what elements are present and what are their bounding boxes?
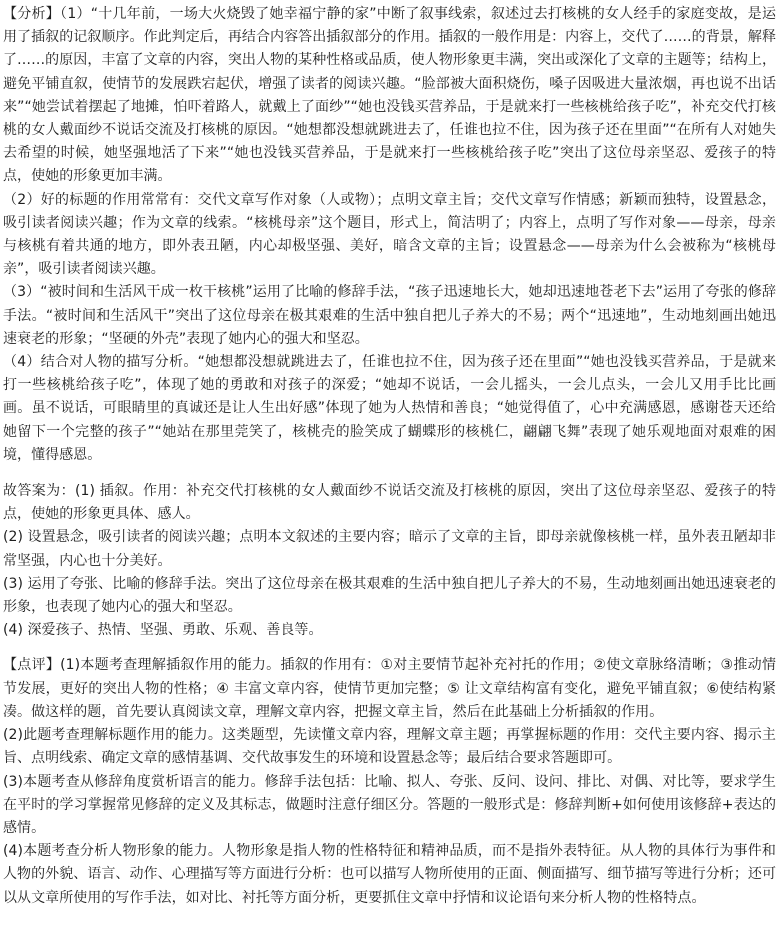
analysis-paragraph-4: （4）结合对人物的描写分析。“她想都没想就跳进去了，任谁也拉不住，因为孩子还在里面”“她也没钱买营养品，于是就来打一些核桃给孩子吃”，体现了她的勇敢和对孩子的深爱；“她却不说话，一会儿摇头，一会儿点头，一会儿又用手比比画画。虽不说话，可眼睛里的真诚还是让人生出好感”体现了她为人热情和善良；“她觉得值了，心中充满感恩，感谢苍天还给她留下一个完整的孩子”“她站在那里莞笑了，核桃壳的脸笑成了蝴蝶形的核桃仁，翩翩飞舞”表现了她乐观地面对艰难的困境，懂得感恩。 [3,354,776,463]
analysis-paragraph-1: 【分析】（1）“十几年前，一场大火烧毁了她幸福宁静的家”中断了叙事线索，叙述过去打核桃的女人经手的家庭变故，是运用了插叙的记叙顺序。作此判定后，再结合内容答出插叙部分的作用。插叙的一般作用是：内容上，交代了……的背景，解释了……的原因，丰富了文章的内容，突出人物的某种性格或品质，使人物形象更丰满，突出或深化了文章的主题等；结构上，避免平铺直叙，使情节的发展跌宕起伏，增强了读者的阅读兴趣。“脸部被大面积烧伤，嗓子因吸进大量浓烟，再也说不出话来”“她尝试着摆起了地摊，怕吓着路人，就戴上了面纱”“她也没钱买营养品，于是就来打一些核桃给孩子吃”，补充交代打核桃的女人戴面纱不说话交流及打核桃的原因。“她想都没想就跳进去了，任谁也拉不住，因为孩子还在里面”“在所有人对她失去希望的时候，她坚强地活了下来”“她也没钱买营养品，于是就来打一些核桃给孩子吃”突出了这位母亲坚忍、爱孩子的特点，使她的形象更加丰满。 [3,6,776,185]
analysis-paragraph-3: （3）“被时间和生活风干成一枚干核桃”运用了比喻的修辞手法，“孩子迅速地长大，她却迅速地苍老下去”运用了夸张的修辞手法。“被时间和生活风干”突出了这位母亲在极其艰难的生活中独自把儿子养大的不易；两个“迅速地”，生动地刻画出她迅速衰老的形象；“坚硬的外壳”表现了她内心的强大和坚忍。 [3,284,776,347]
answer-section [3,480,776,642]
answer-paragraph-4: (4) 深爱孩子、热情、坚强、勇敢、乐观、善良等。 [3,622,323,639]
section-spacer [3,642,776,654]
comment-paragraph-2: (2)此题考查理解标题作用的能力。这类题型，先读懂文章内容，理解文章主题；再掌握标题的作用：交代主要内容、揭示主旨、点明线索、确定文章的感情基调、交代故事发生的环境和设置悬念等；最后结合要求答题即可。 [3,727,776,767]
section-spacer [3,467,776,480]
comment-paragraph-1: 【点评】(1)本题考查理解插叙作用的能力。插叙的作用有：①对主要情节起补充衬托的作用；②使文章脉络清晰；③推动情节发展，更好的突出人物的性格；④ 丰富文章内容，使情节更加完整；⑤ 让文章结构富有变化，避免平铺直叙；⑥使结构紧凑。做这样的题，首先要认真阅读文章，理解文章内容，把握文章主旨，然后在此基础上分析插叙的作用。 [3,657,776,720]
comment-paragraph-3: (3)本题考查从修辞角度赏析语言的能力。修辞手法包括：比喻、拟人、夸张、反问、设问、排比、对偶、对比等，要求学生在平时的学习掌握常见修辞的定义及其标志，做题时注意仔细区分。答题的一般形式是：修辞判断+如何使用该修辞+表达的感情。 [3,773,776,836]
analysis-paragraph-2: （2）好的标题的作用常常有：交代文章写作对象（人或物）；点明文章主旨；交代文章写作情感；新颖而独特，设置悬念，吸引读者阅读兴趣；作为文章的线索。“核桃母亲”这个题目，形式上，简洁明了；内容上，点明了写作对象——母亲，母亲与核桃有着共通的地方，即外表丑陋，内心却极坚强、美好，暗含文章的主旨；设置悬念——母亲为什么会被称为“核桃母亲”，吸引读者阅读兴趣。 [3,191,776,278]
analysis-section [3,3,776,467]
answer-paragraph-1: 故答案为：(1) 插叙。作用：补充交代打核桃的女人戴面纱不说话交流及打核桃的原因，突出了这位母亲坚忍、爱孩子的特点，使她的形象更具体、感人。 [3,483,776,523]
comment-paragraph-4: (4)本题考查分析人物形象的能力。人物形象是指人物的性格特征和精神品质，而不是指外表特征。从人物的具体行为事件和人物的外貌、语言、动作、心理描写等方面进行分析：也可以描写人物所使用的正面、侧面描写、细节描写等进行分析；还可以从文章所使用的写作手法，如对比、衬托等方面分析，更要抓住文章中抒情和议论语句来分析人物的性格特点。 [3,843,776,906]
answer-paragraph-3: (3) 运用了夸张、比喻的修辞手法。突出了这位母亲在极其艰难的生活中独自把儿子养大的不易，生动地刻画出她迅速衰老的形象，也表现了她内心的强大和坚忍。 [3,575,776,616]
comment-section [3,654,776,909]
answer-paragraph-2: (2) 设置悬念，吸引读者的阅读兴趣；点明本文叙述的主要内容；暗示了文章的主旨，即母亲就像核桃一样，虽外表丑陋却非常坚强，内心也十分美好。 [3,529,776,569]
